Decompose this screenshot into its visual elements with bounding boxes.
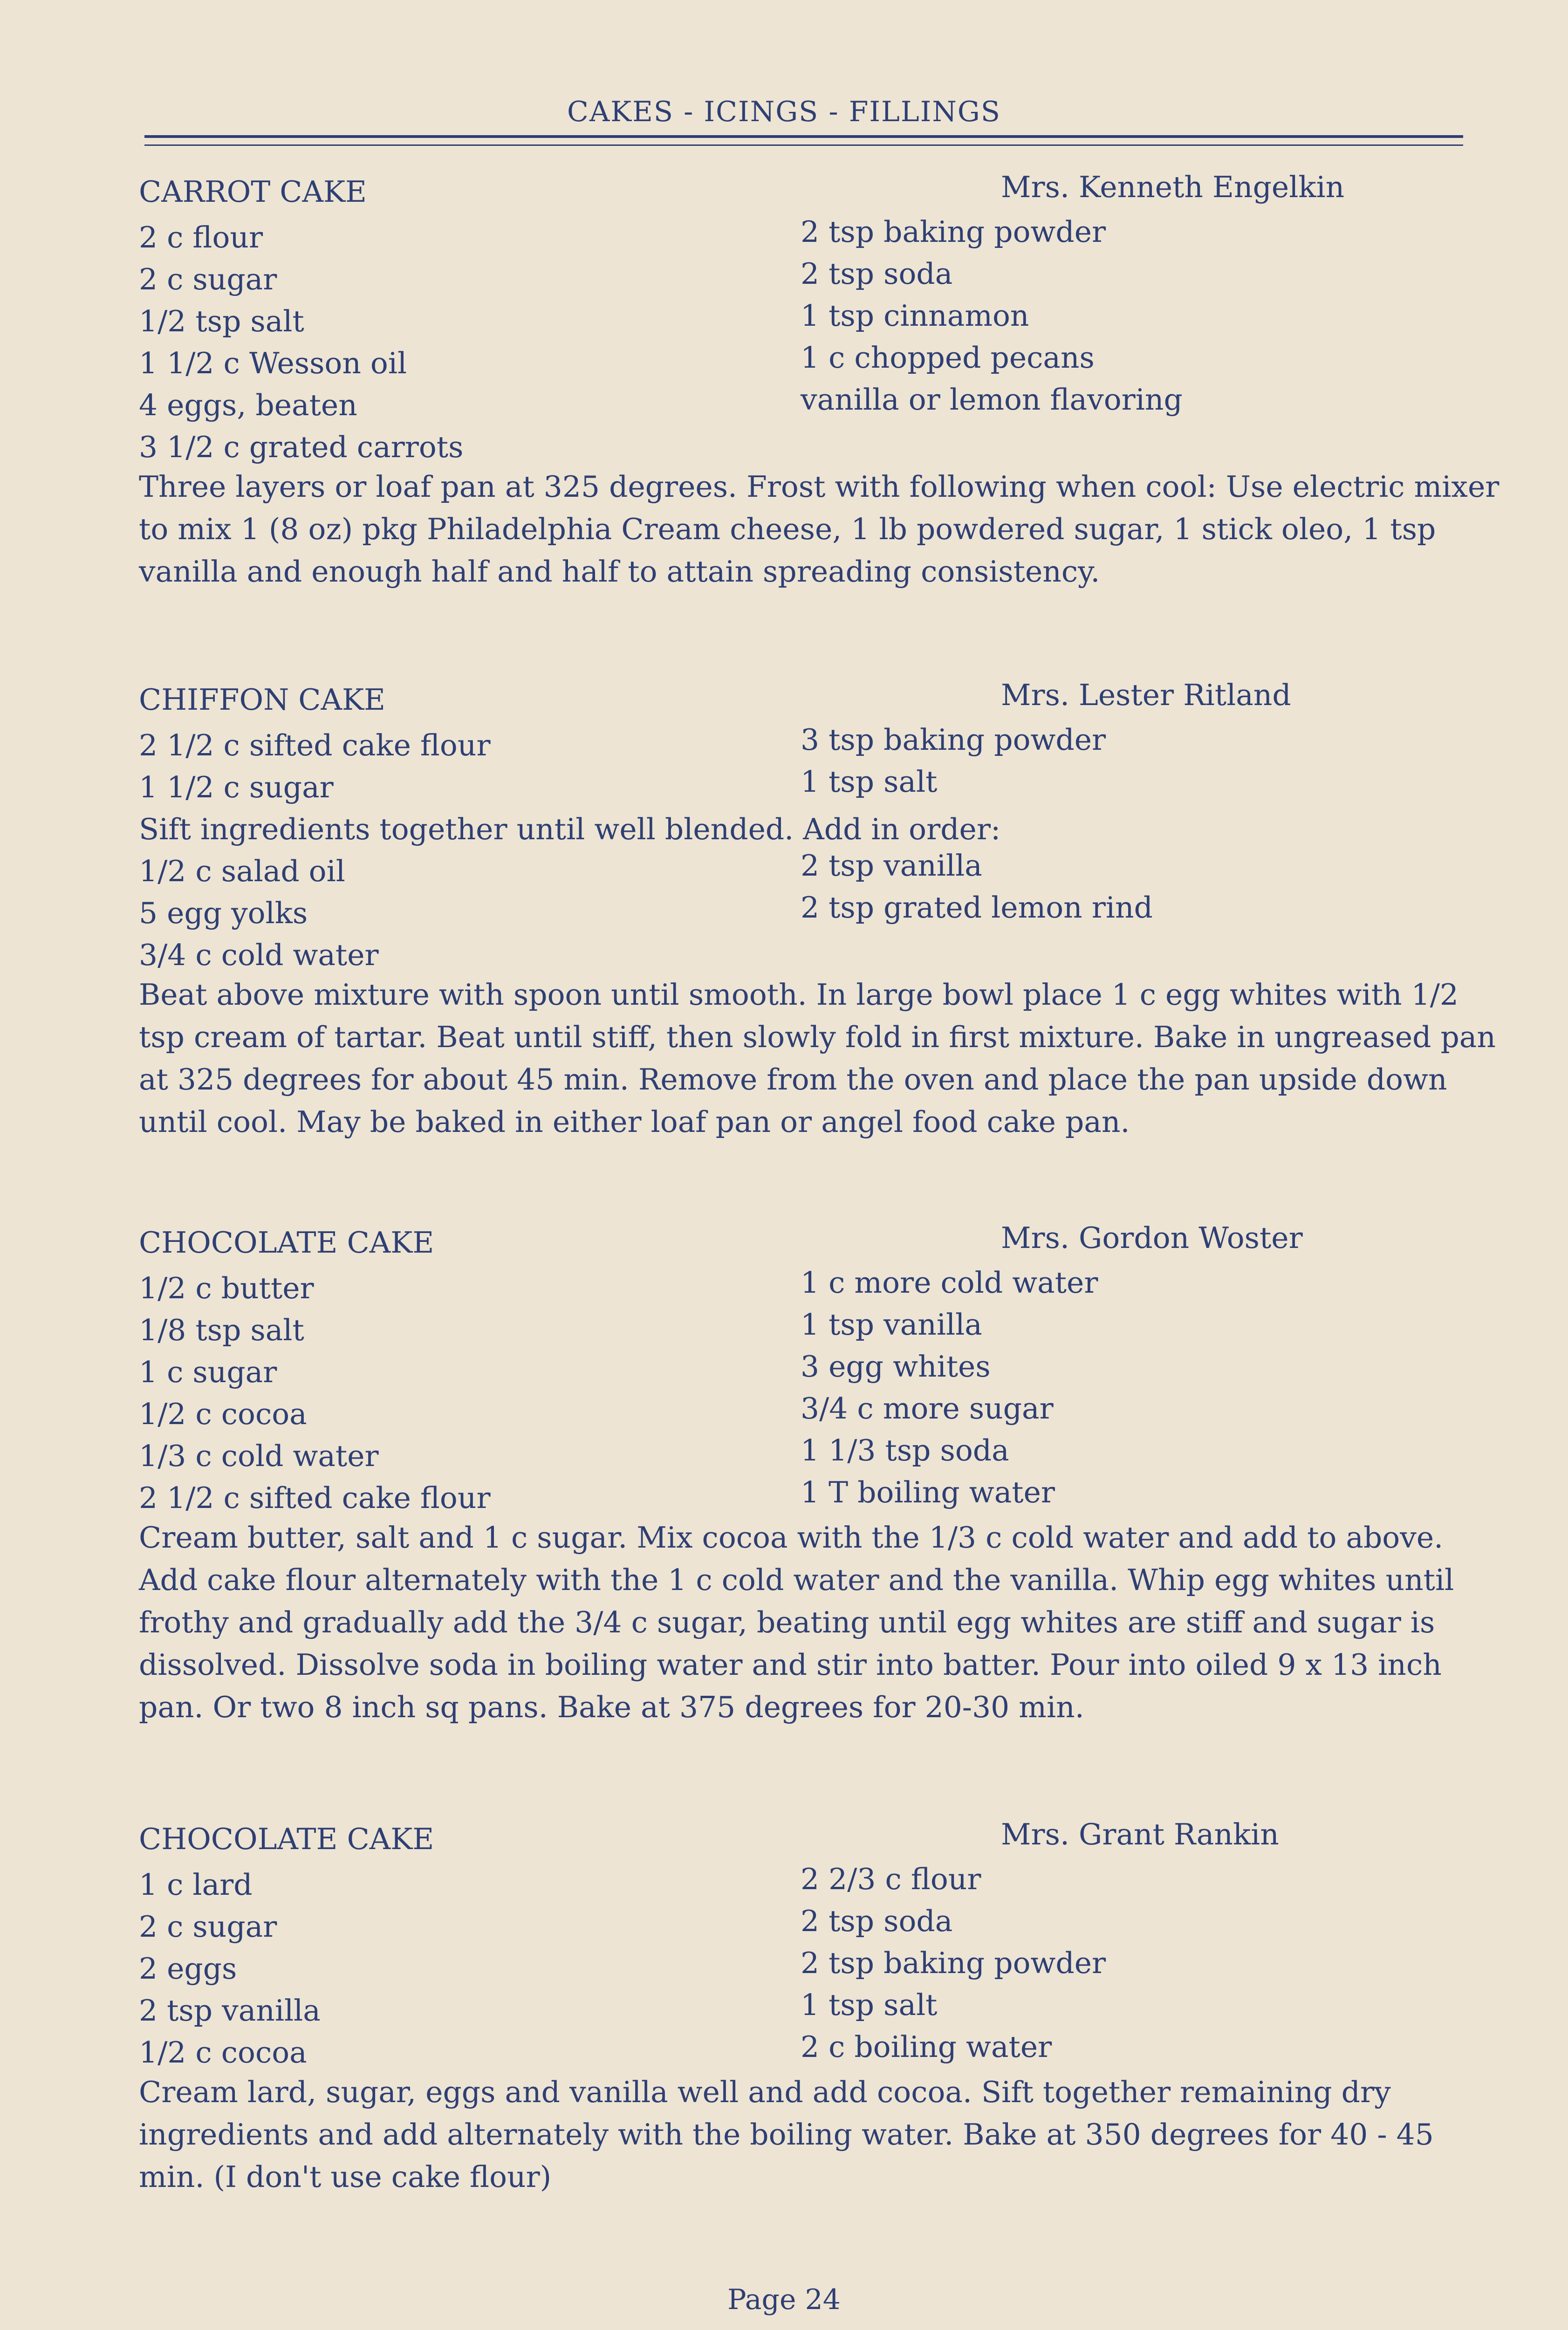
ingredient-column-right xyxy=(801,850,1453,976)
recipe-title: CHIFFON CAKE xyxy=(139,683,386,717)
recipe-author: Mrs. Lester Ritland xyxy=(1001,678,1291,712)
recipe-heading xyxy=(139,1817,1490,1864)
ingredient: 1 tsp cinnamon xyxy=(801,299,1029,333)
ingredient: 1 tsp vanilla xyxy=(801,1308,982,1342)
ingredient: 1 tsp salt xyxy=(801,765,938,799)
ingredient: 1 1/2 c sugar xyxy=(139,770,334,804)
ingredient: 1/2 c butter xyxy=(139,1271,314,1305)
ingredient-column-right xyxy=(801,725,1453,809)
recipe-author: Mrs. Gordon Woster xyxy=(1001,1221,1303,1255)
ingredient: 3 1/2 c grated carrots xyxy=(139,430,464,464)
page-number: Page 24 xyxy=(727,2283,841,2316)
ingredient: 3/4 c more sugar xyxy=(801,1391,1054,1425)
ingredient: 1 tsp salt xyxy=(801,1988,938,2022)
ingredient-column-left xyxy=(139,1864,801,2074)
ingredient: 1 c sugar xyxy=(139,1355,277,1389)
ingredient: 2 c flour xyxy=(139,220,263,254)
ingredient-column-left xyxy=(139,725,801,809)
recipe-chiffon-cake xyxy=(139,678,1496,1143)
ingredient: 1/8 tsp salt xyxy=(139,1313,304,1347)
ingredient: 3 egg whites xyxy=(801,1350,991,1384)
recipe-step: Sift ingredients together until well blended. Add in order: xyxy=(139,812,1001,846)
header-rule-thin xyxy=(144,144,1463,146)
ingredient-list xyxy=(139,1268,1490,1519)
ingredient: 1/3 c cold water xyxy=(139,1439,379,1473)
page-header: CAKES - ICINGS - FILLINGS xyxy=(567,96,1001,128)
ingredient-column-left xyxy=(139,217,801,468)
ingredient: 1/2 c cocoa xyxy=(139,1397,307,1431)
recipe-title: CHOCOLATE CAKE xyxy=(139,1822,434,1856)
recipe-author: Mrs. Kenneth Engelkin xyxy=(1001,170,1345,204)
ingredient-list xyxy=(139,850,1490,976)
recipe-carrot-cake xyxy=(139,170,1500,593)
ingredient: 1/2 c salad oil xyxy=(139,854,345,888)
recipe-heading xyxy=(139,170,1490,217)
ingredient: 2 1/2 c sifted cake flour xyxy=(139,1481,491,1515)
ingredient: 5 egg yolks xyxy=(139,896,308,930)
ingredient-list xyxy=(139,217,1490,468)
ingredient-column-right xyxy=(801,217,1453,468)
ingredient: 2 c boiling water xyxy=(801,2030,1052,2064)
recipe-title: CHOCOLATE CAKE xyxy=(139,1226,434,1260)
ingredient: 1 1/3 tsp soda xyxy=(801,1433,1009,1467)
ingredient: vanilla or lemon flavoring xyxy=(801,383,1183,417)
ingredient: 2 tsp grated lemon rind xyxy=(801,891,1153,925)
ingredient: 2 1/2 c sifted cake flour xyxy=(139,728,491,762)
ingredient-column-right xyxy=(801,1268,1453,1519)
ingredient: 1 T boiling water xyxy=(801,1475,1055,1509)
recipe-instructions: Cream lard, sugar, eggs and vanilla well and add cocoa. Sift together remaining dry ingredients and add alternately with the boiling water. Bake at 350 degrees for 40 - 45 min. (I don't use cake flour) xyxy=(139,2075,1434,2194)
ingredient-column-left xyxy=(139,850,801,976)
ingredient: 1 1/2 c Wesson oil xyxy=(139,346,407,380)
recipe-instructions: Three layers or loaf pan at 325 degrees. Frost with following when cool: Use electric mixer to mix 1 (8 oz) pkg Philadelphia Cream cheese, 1 lb powdered sugar, 1 stick oleo, 1 tsp vanilla and enough half and half to attain spreading consistency. xyxy=(139,470,1500,589)
ingredient: 1 c more cold water xyxy=(801,1266,1098,1300)
ingredient: 2 tsp baking powder xyxy=(801,215,1106,249)
ingredient: 3 tsp baking powder xyxy=(801,723,1106,757)
recipe-instructions: Beat above mixture with spoon until smooth. In large bowl place 1 c egg whites with 1/2 tsp cream of tartar. Beat until stiff, then slowly fold in first mixture. Bake in ungreased pan at 325 degrees for about 45 min. Remove from the oven and place the pan upside down until cool. May be baked in either loaf pan or angel food cake pan. xyxy=(139,978,1496,1139)
ingredient: 2 c sugar xyxy=(139,262,277,296)
recipe-author: Mrs. Grant Rankin xyxy=(1001,1817,1279,1851)
recipe-chocolate-cake-rankin xyxy=(139,1817,1490,2198)
ingredient: 2 2/3 c flour xyxy=(801,1862,981,1896)
ingredient: 2 tsp baking powder xyxy=(801,1946,1106,1980)
ingredient: 1/2 c cocoa xyxy=(139,2035,307,2070)
recipe-heading xyxy=(139,1221,1490,1268)
ingredient: 2 tsp soda xyxy=(801,257,953,291)
ingredient-list xyxy=(139,1864,1490,2074)
ingredient: 2 eggs xyxy=(139,1952,237,1986)
ingredient: 1 c chopped pecans xyxy=(801,341,1095,375)
recipe-heading xyxy=(139,678,1490,725)
ingredient: 3/4 c cold water xyxy=(139,938,379,972)
header-rule-thick xyxy=(144,135,1463,138)
ingredient: 2 tsp vanilla xyxy=(801,849,982,883)
ingredient-list xyxy=(139,725,1490,809)
ingredient-column-right xyxy=(801,1864,1453,2074)
ingredient: 2 c sugar xyxy=(139,1910,277,1944)
ingredient: 2 tsp vanilla xyxy=(139,1994,321,2028)
ingredient-column-left xyxy=(139,1268,801,1519)
recipe-chocolate-cake-woster xyxy=(139,1221,1490,1728)
recipe-instructions: Cream butter, salt and 1 c sugar. Mix cocoa with the 1/3 c cold water and add to above. Add cake flour alternately with the 1 c cold water and the vanilla. Whip egg whites until frothy and gradually add the 3/4 c sugar, beating until egg whites are stiff and sugar is dissolved. Dissolve soda in boiling water and stir into batter. Pour into oiled 9 x 13 inch pan. Or two 8 inch sq pans. Bake at 375 degrees for 20-30 min. xyxy=(139,1521,1454,1724)
ingredient: 1 c lard xyxy=(139,1868,253,1902)
ingredient: 2 tsp soda xyxy=(801,1904,953,1938)
recipe-title: CARROT CAKE xyxy=(139,175,367,209)
ingredient: 4 eggs, beaten xyxy=(139,388,357,422)
ingredient: 1/2 tsp salt xyxy=(139,304,304,338)
